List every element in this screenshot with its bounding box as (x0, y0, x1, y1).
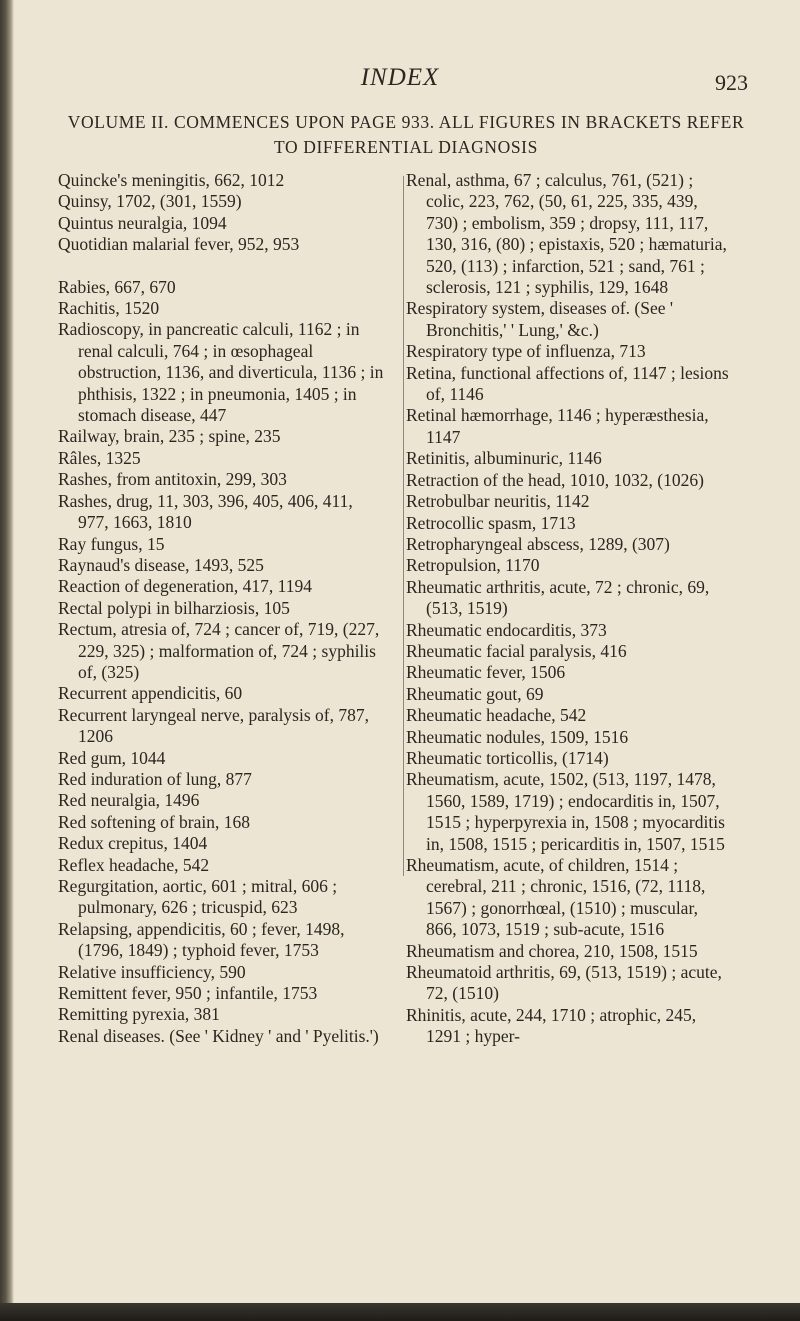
index-entry: Quotidian malarial fever, 952, 953 (58, 234, 300, 255)
page-header (0, 64, 800, 104)
index-entry: Rashes, drug, 11, 303, 396, 405, 406, 411, 977, 1663, 1810 (58, 490, 353, 533)
index-entry: Respiratory type of influenza, 713 (406, 341, 646, 362)
index-entry: Rheumatic endocarditis, 373 (406, 619, 607, 640)
index-entry: Râles, 1325 (58, 447, 141, 468)
index-entry: Retrocollic spasm, 1713 (406, 512, 576, 533)
index-entry: Rheumatism, acute, of children, 1514 ; cerebral, 211 ; chronic, 1516, (72, 1118, 1567) ; gonorrhœal, (1510) ; muscular, 866, 1073, 1519 ; sub-acute, 1516 (406, 855, 706, 940)
index-entry: Red gum, 1044 (58, 747, 166, 768)
index-entry: Relative insufficiency, 590 (58, 961, 246, 982)
index-entry: Rectal polypi in bilharziosis, 105 (58, 597, 290, 618)
running-title: INDEX (360, 64, 440, 91)
index-entry: Quinsy, 1702, (301, 1559) (58, 191, 242, 212)
index-entry: Rheumatism and chorea, 210, 1508, 1515 (406, 940, 698, 961)
left-column (58, 170, 384, 1048)
index-entry: Quincke's meningitis, 662, 1012 (58, 170, 285, 190)
index-entry: Remitting pyrexia, 381 (58, 1004, 220, 1025)
index-entry: Respiratory system, diseases of. (See ' Bronchitis,' ' Lung,' &c.) (406, 298, 674, 340)
volume-notice: VOLUME II. COMMENCES UPON PAGE 933. ALL FIGURES IN BRACKETS REFER TO DIFFERENTIAL DIAGNOSIS (67, 112, 745, 157)
index-entry: Retinal hæmorrhage, 1146 ; hyperæsthesia, 1147 (406, 405, 709, 447)
index-entry: Rheumatic nodules, 1509, 1516 (406, 726, 629, 747)
index-entry: Rheumatism, acute, 1502, (513, 1197, 1478, 1560, 1589, 1719) ; endocarditis in, 1507, 1515 ; hyperpyrexia in, 1508 ; myocarditis in, 1508, 1515 ; pericarditis in, 1507, 1515 (406, 769, 725, 854)
index-entry: Rashes, from antitoxin, 299, 303 (58, 469, 287, 490)
index-entry: Rhinitis, acute, 244, 1710 ; atrophic, 245, 1291 ; hyper- (406, 1004, 697, 1047)
index-entry: Reaction of degeneration, 417, 1194 (58, 576, 312, 597)
index-entry: Redux crepitus, 1404 (58, 833, 208, 854)
index-entry: Quintus neuralgia, 1094 (58, 212, 227, 233)
index-entry: Rheumatoid arthritis, 69, (513, 1519) ; acute, 72, (1510) (406, 962, 722, 1004)
index-columns (58, 170, 758, 1048)
index-entry: Red softening of brain, 168 (58, 811, 250, 832)
index-entry: Remittent fever, 950 ; infantile, 1753 (58, 983, 318, 1004)
index-entry: Rheumatic gout, 69 (406, 683, 544, 704)
index-entry: Reflex headache, 542 (58, 854, 210, 875)
index-entry: Rachitis, 1520 (58, 298, 160, 319)
right-column (406, 170, 732, 1048)
index-entry: Red neuralgia, 1496 (58, 790, 200, 811)
index-entry: Recurrent appendicitis, 60 (58, 683, 243, 704)
index-entry: Rabies, 667, 670 (58, 276, 176, 297)
index-entry: Ray fungus, 15 (58, 533, 165, 554)
index-entry: Retropulsion, 1170 (406, 555, 540, 576)
index-entry: Regurgitation, aortic, 601 ; mitral, 606 ; pulmonary, 626 ; tricuspid, 623 (58, 876, 338, 918)
index-entry: Railway, brain, 235 ; spine, 235 (58, 426, 281, 447)
index-entry: Raynaud's disease, 1493, 525 (58, 554, 264, 575)
index-entry: Retraction of the head, 1010, 1032, (1026) (406, 469, 704, 490)
index-entry: Rheumatic facial paralysis, 416 (406, 640, 627, 661)
page-bottom-edge (0, 1303, 800, 1321)
index-entry: Rheumatic fever, 1506 (406, 662, 566, 683)
index-entry: Retrobulbar neuritis, 1142 (406, 491, 590, 512)
index-entry: Radioscopy, in pancreatic calculi, 1162 ; in renal calculi, 764 ; in œsophageal obstruction, 1136, and diverticula, 1136 ; in phthisis, 1322 ; in pneumonia, 1405 ; in stomach disease, 447 (58, 319, 384, 426)
index-entry: Retinitis, albuminuric, 1146 (406, 448, 602, 469)
index-entry: Rheumatic arthritis, acute, 72 ; chronic, 69, (513, 1519) (406, 576, 710, 619)
index-entry: Rectum, atresia of, 724 ; cancer of, 719, (227, 229, 325) ; malformation of, 724 ; syphilis of, (325) (58, 619, 380, 682)
page-number: 923 (715, 70, 748, 95)
index-entry: Renal, asthma, 67 ; calculus, 761, (521) ; colic, 223, 762, (50, 61, 225, 335, 439, 730) ; embolism, 359 ; dropsy, 111, 117, 130, 316, (80) ; epistaxis, 520 ; hæmaturia, 520, (113) ; infarction, 521 ; sand, 761 ; sclerosis, 121 ; syphilis, 129, 1648 (406, 170, 727, 298)
index-entry: Rheumatic torticollis, (1714) (406, 747, 609, 768)
index-entry: Recurrent laryngeal nerve, paralysis of, 787, 1206 (58, 704, 369, 747)
index-entry: Renal diseases. (See ' Kidney ' and ' Pyelitis.') (58, 1025, 379, 1046)
index-entry: Red induration of lung, 877 (58, 768, 252, 789)
index-entry: Retropharyngeal abscess, 1289, (307) (406, 533, 670, 554)
index-entry: Retina, functional affections of, 1147 ; lesions of, 1146 (406, 362, 729, 405)
index-entry: Relapsing, appendicitis, 60 ; fever, 1498, (1796, 1849) ; typhoid fever, 1753 (58, 918, 345, 961)
index-entry: Rheumatic headache, 542 (406, 705, 587, 726)
page-left-edge-shadow (0, 0, 14, 1321)
